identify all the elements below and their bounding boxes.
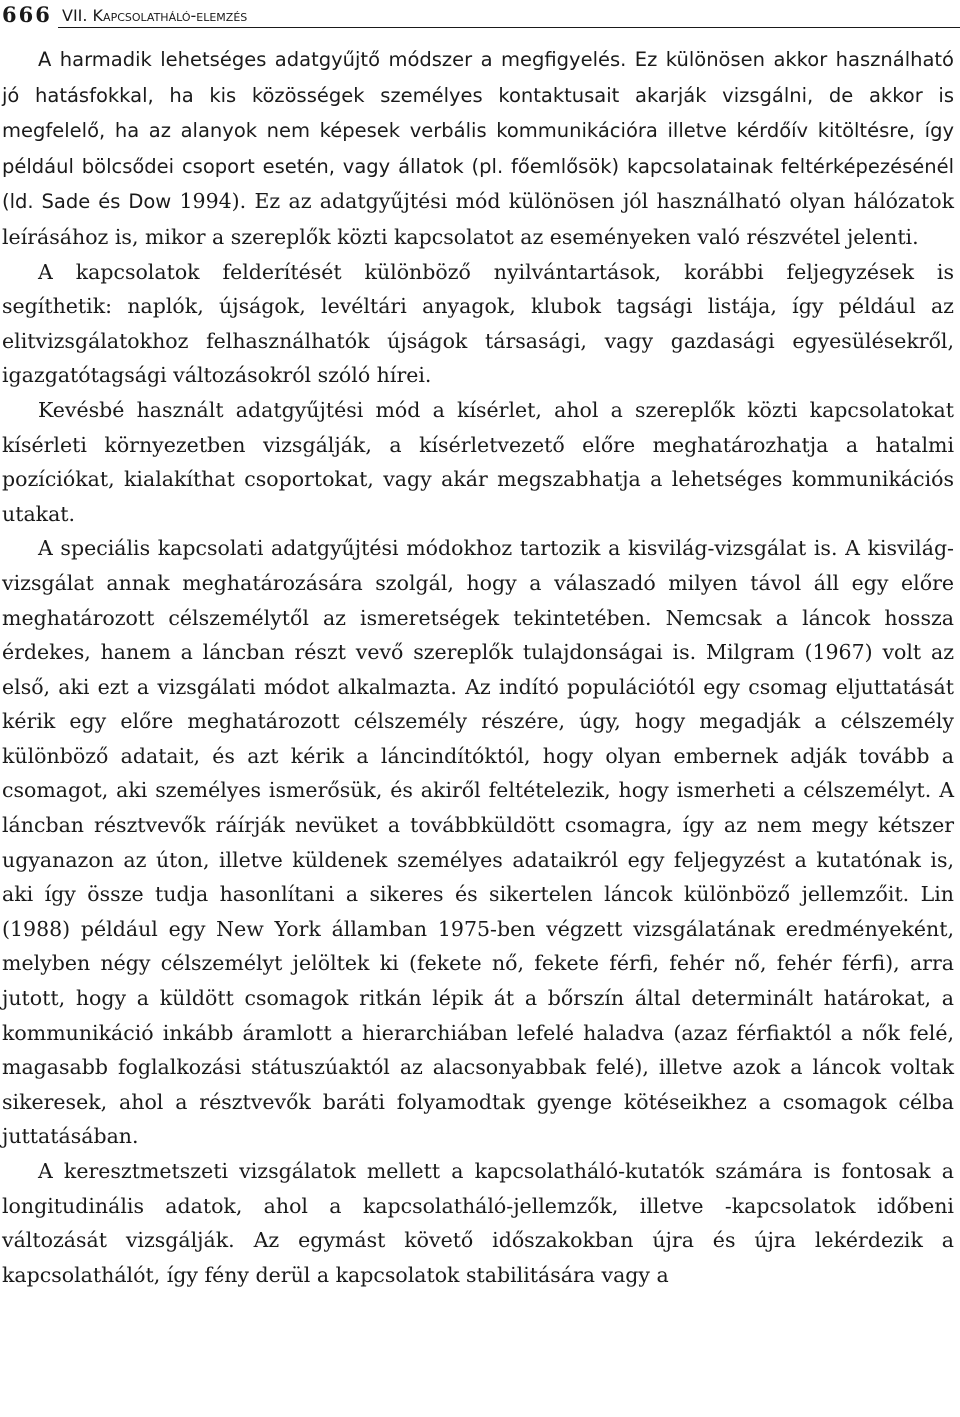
page-header <box>0 0 960 30</box>
paragraph-records: A kapcsolatok felderítését különböző nyilvántartások, korábbi feljegyzések is segíthetik: naplók, újságok, levéltári anyagok, klubok tagsági listája, így például az elitvizsgálatokhoz felhasználhatók újságok társasági, vagy gazdasági egyesülésekről, igazgatótagsági változásokról szóló hírei. <box>2 259 954 388</box>
paragraph-experiment: Kevésbé használt adatgyűjtési mód a kísérlet, ahol a szereplők közti kapcsolatokat kísérleti környezetben vizsgálják, a kísérletvezető előre meghatározhatja a hatalmi pozíciókat, kialakíthat csoportokat, vagy akár megszabhatja a lehetséges kommunikációs utakat. <box>2 397 954 526</box>
paragraph-small-world: A speciális kapcsolati adatgyűjtési módokhoz tartozik a kisvilág-vizsgálat is. A kisvilág-vizsgálat annak meghatározására szolgál, hogy a válaszadó milyen távol áll egy előre meghatározott célszemélytől az ismeretségek tekintetében. Nemcsak a láncok hossza érdekes, hanem a láncban részt vevő szereplők tulajdonságai is. Milgram (1967) volt az első, aki ezt a vizsgálati módot alkalmazta. Az indító populációtól egy csomag eljuttatását kérik egy előre meghatározott célszemély részére, úgy, hogy megadják a célszemély különböző adatait, és azt kérik a láncindítóktól, hogy olyan embernek adják tovább a csomagot, aki személyes ismerősük, és akiről feltételezik, hogy ismerheti a célszemélyt. A láncban résztvevők ráírják nevüket a továbbküldött csomagra, így az nem megy kétszer ugyanazon az úton, illetve küldenek személyes adataikról egy feljegyzést a kutatónak is, aki így össze tudja hasonlítani a sikeres és sikertelen láncok különböző jellemzőit. Lin (1988) például egy New York államban 1975-ben végzett vizsgálatának eredményeként, melyben négy célszemélyt jelöltek ki (fekete nő, fekete férfi, fehér nő, fehér férfi), arra jutott, hogy a küldött csomagok ritkán lépik át a bőrszín által determinált határokat, a kommunikáció inkább áramlott a hierarchiában lefelé haladva (azaz férfiaktól a nők felé, magasabb foglalkozási státuszúaktól az alacsonyabbak felé), illetve azok a láncok voltak sikeresek, ahol a résztvevők baráti folyamodtak gyenge kötéseikhez a csomagok célba juttatásában. <box>2 536 954 1149</box>
paragraph-observation <box>2 42 954 255</box>
running-head: VII. Kapcsolatháló-elemzés <box>62 6 248 25</box>
paragraph-observation-sans-part: A harmadik lehetséges adatgyűjtő módszer a megfigyelés. Ez különösen akkor használható jó hatásfokkal, ha kis közösségek személyes kontaktusait akarják vizsgálni, de akkor is megfelelő, ha az alanyok nem képesek verbális kommunikációra illetve kérdőív kitöltésre, így például bölcsődei csoport esetén, vagy állatok (pl. főemlősök) kapcsolatainak feltérképezésénél (ld. Sade és Dow <box>2 48 954 214</box>
paragraph-observation-serif-part: 1994). Ez az adatgyűjtési mód különösen jól használható olyan hálózatok leírásához is, mikor a szereplők közti kapcsolatot az eseményeken való részvétel jelenti. <box>2 189 954 249</box>
page-number: 666 <box>2 2 52 27</box>
paragraph-longitudinal: A keresztmetszeti vizsgálatok mellett a kapcsolatháló-kutatók számára is fontosak a longitudinális adatok, ahol a kapcsolatháló-jellemzők, illetve -kapcsolatok időbeni változását vizsgálják. Az egymást követő időszakokban újra és újra lekérdezik a kapcsolathálót, így fény derül a kapcsolatok stabilitására vagy a <box>2 1159 954 1287</box>
body-text <box>2 42 954 1292</box>
header-rule <box>58 27 960 28</box>
